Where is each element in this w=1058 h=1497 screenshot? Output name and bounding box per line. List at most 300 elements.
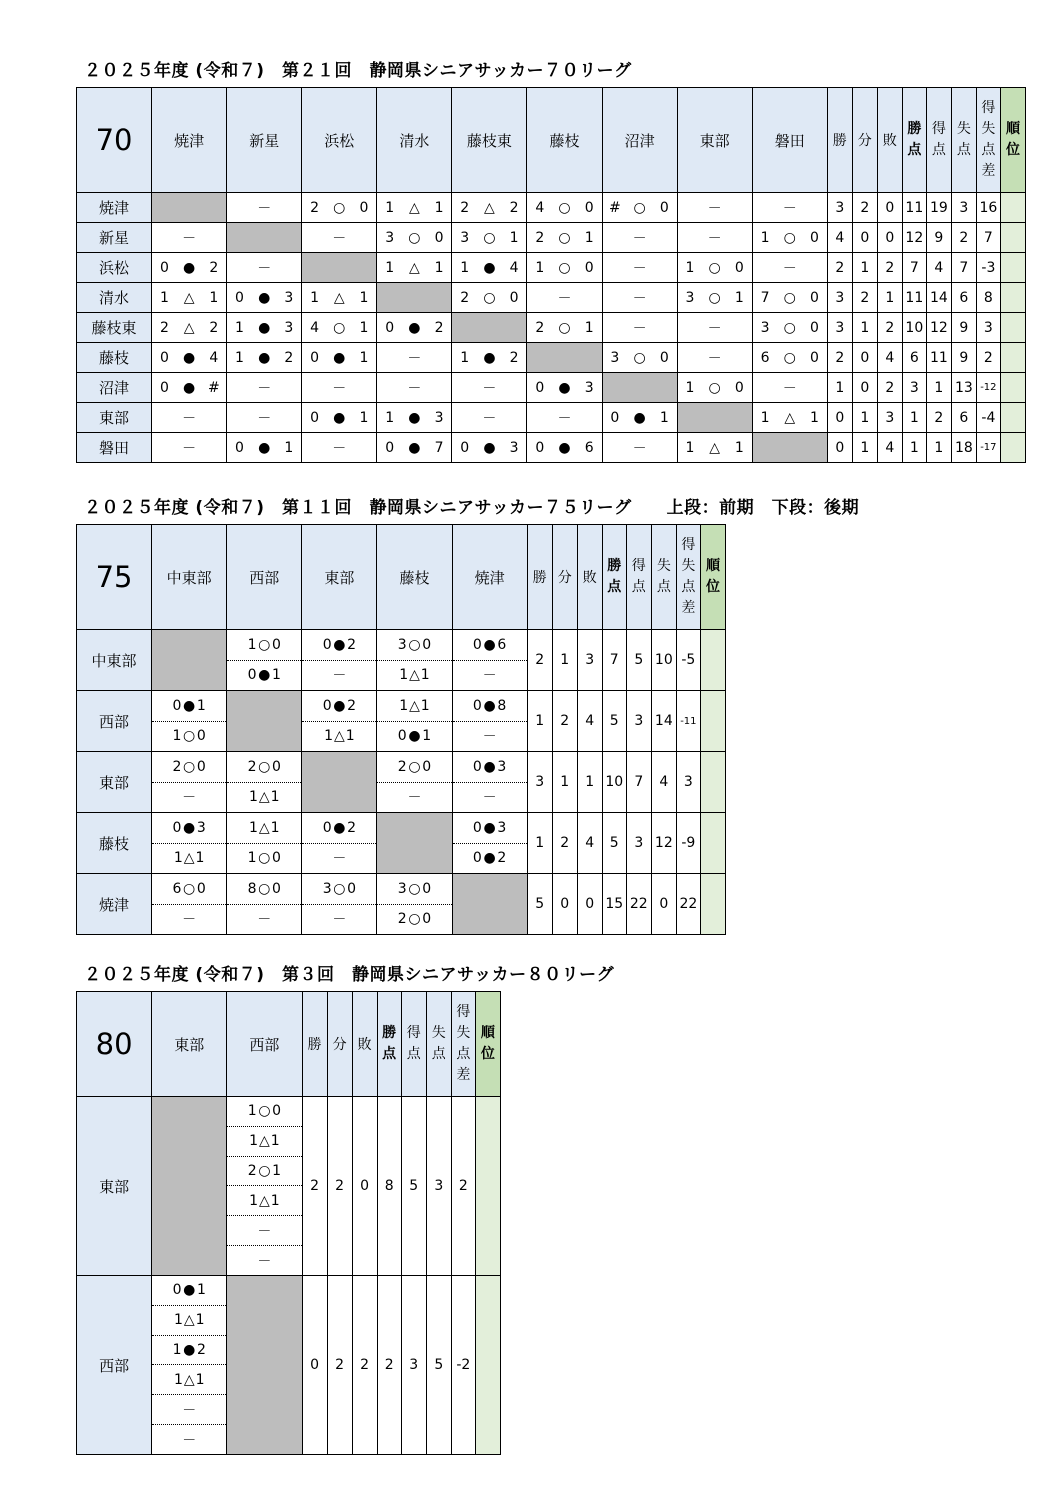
match-result-cell: 1 ○ 0 <box>527 253 602 283</box>
league80-table <box>76 991 501 1455</box>
match-result-cell: 0 ● 6 <box>527 433 602 463</box>
draws-value: 1 <box>852 433 877 463</box>
draws-value: 0 <box>552 874 577 935</box>
points-value: 12 <box>902 223 926 253</box>
goals-against-value: 3 <box>426 1097 451 1276</box>
match-result-cell: 0 ● 1 1 △ 1 1 ● 2 1 △ 1 － － <box>152 1276 227 1455</box>
column-team-header: 西部 <box>227 992 302 1097</box>
rank-header: 順 位 <box>700 525 725 630</box>
match-result-cell: # ○ 0 <box>602 193 677 223</box>
row-team-header: 東部 <box>77 1097 152 1276</box>
wins-value: 1 <box>527 813 552 874</box>
match-result-cell: － <box>452 373 527 403</box>
goals-for-value: 14 <box>926 283 951 313</box>
points-header: 勝 点 <box>602 525 626 630</box>
match-result-cell: 2 △ 2 <box>152 313 227 343</box>
match-result-cell <box>227 1276 302 1455</box>
match-result-cell: 3 ○ 1 <box>677 283 752 313</box>
match-result-cell: 0 ● 3 － <box>452 752 527 813</box>
match-result-cell: － <box>752 373 827 403</box>
wins-value: 2 <box>827 343 852 373</box>
column-team-header: 藤枝 <box>377 525 452 630</box>
goals-for-value: 3 <box>626 813 651 874</box>
goals-for-header: 得 点 <box>401 992 426 1097</box>
wins-value: 3 <box>827 313 852 343</box>
match-result-cell: 3 ○ 0 1 △ 1 <box>377 630 452 691</box>
wins-value: 3 <box>527 752 552 813</box>
row-team-header: 東部 <box>77 403 152 433</box>
goals-for-value: 11 <box>926 343 951 373</box>
match-result-cell: 0 ● 1 <box>302 403 377 433</box>
match-result-cell: 2 △ 2 <box>452 193 527 223</box>
points-value: 8 <box>377 1097 401 1276</box>
goals-for-header: 得 点 <box>626 525 651 630</box>
match-result-cell: 3 ○ 0 2 ○ 0 <box>377 874 452 935</box>
goals-for-header: 得 点 <box>926 88 951 193</box>
goals-against-header: 失 点 <box>951 88 976 193</box>
points-value: 1 <box>902 403 926 433</box>
row-team-header: 焼津 <box>77 874 152 935</box>
goals-against-value: 7 <box>951 253 976 283</box>
match-result-cell: 1 △ 1 1 ○ 0 <box>227 813 302 874</box>
goal-difference-value: 3 <box>976 313 1000 343</box>
goals-against-value: 6 <box>951 403 976 433</box>
row-team-header: 新星 <box>77 223 152 253</box>
match-result-cell: 1 ● 2 <box>227 343 302 373</box>
points-value: 6 <box>902 343 926 373</box>
match-result-cell: － <box>752 193 827 223</box>
draws-value: 1 <box>552 752 577 813</box>
rank-value <box>1000 433 1025 463</box>
match-result-cell: － <box>302 373 377 403</box>
goal-difference-value: -5 <box>676 630 700 691</box>
match-result-cell: 1 ○ 0 0 ● 1 <box>227 630 302 691</box>
losses-value: 4 <box>577 691 602 752</box>
wins-value: 2 <box>302 1097 327 1276</box>
table-row <box>77 253 1026 283</box>
column-team-header: 沼津 <box>602 88 677 193</box>
match-result-cell: － <box>602 253 677 283</box>
table-row <box>77 1276 501 1455</box>
losses-value: 0 <box>352 1097 377 1276</box>
column-team-header: 焼津 <box>452 525 527 630</box>
draws-value: 1 <box>852 253 877 283</box>
rank-value <box>700 630 725 691</box>
points-header: 勝 点 <box>377 992 401 1097</box>
row-team-header: 西部 <box>77 1276 152 1455</box>
match-result-cell <box>452 313 527 343</box>
points-value: 7 <box>902 253 926 283</box>
table-row <box>77 813 726 874</box>
match-result-cell: － <box>677 343 752 373</box>
rank-value <box>1000 283 1025 313</box>
goals-for-value: 2 <box>926 403 951 433</box>
match-result-cell: 0 ● 3 1 △ 1 <box>152 813 227 874</box>
row-team-header: 沼津 <box>77 373 152 403</box>
league75-table <box>76 524 726 935</box>
points-value: 15 <box>602 874 626 935</box>
goals-for-value: 3 <box>626 691 651 752</box>
draws-value: 1 <box>852 403 877 433</box>
goal-difference-value: -12 <box>976 373 1000 403</box>
league70-title: ２０２５年度 (令和７) 第２１回 静岡県シニアサッカー７０リーグ <box>84 61 632 81</box>
draws-value: 2 <box>852 193 877 223</box>
match-result-cell: 2 ○ 0 <box>452 283 527 313</box>
goal-difference-header: 得 失 点 差 <box>676 525 700 630</box>
match-result-cell: 0 ● 3 0 ● 2 <box>452 813 527 874</box>
match-result-cell <box>602 373 677 403</box>
rank-value <box>1000 223 1025 253</box>
goals-against-value: 2 <box>951 223 976 253</box>
wins-value: 3 <box>827 283 852 313</box>
match-result-cell: 1 △ 1 <box>677 433 752 463</box>
wins-value: 4 <box>827 223 852 253</box>
goal-difference-value: 8 <box>976 283 1000 313</box>
row-team-header: 東部 <box>77 752 152 813</box>
rank-header: 順 位 <box>1000 88 1025 193</box>
match-result-cell: 3 ○ 1 <box>452 223 527 253</box>
match-result-cell: 1 △ 1 <box>302 283 377 313</box>
league75-title: ２０２５年度 (令和７) 第１１回 静岡県シニアサッカー７５リーグ 上段：前期 下段：後期 <box>84 498 860 518</box>
goals-for-value: 22 <box>626 874 651 935</box>
draws-header: 分 <box>852 88 877 193</box>
match-result-cell <box>227 691 302 752</box>
goals-for-value: 1 <box>926 373 951 403</box>
league-label: 80 <box>77 992 152 1097</box>
match-result-cell: 2 ○ 0 1 △ 1 <box>227 752 302 813</box>
draws-value: 0 <box>852 223 877 253</box>
points-value: 11 <box>902 283 926 313</box>
match-result-cell: － <box>602 433 677 463</box>
match-result-cell: 2 ○ 1 <box>527 223 602 253</box>
column-team-header: 焼津 <box>152 88 227 193</box>
goal-difference-value: 22 <box>676 874 700 935</box>
wins-header: 勝 <box>827 88 852 193</box>
table-row <box>77 223 1026 253</box>
goals-for-value: 7 <box>626 752 651 813</box>
rank-header: 順 位 <box>475 992 500 1097</box>
match-result-cell: 0 ● 2 － <box>302 813 377 874</box>
match-result-cell: － <box>377 373 452 403</box>
goal-difference-value: 2 <box>976 343 1000 373</box>
goal-difference-value: -4 <box>976 403 1000 433</box>
match-result-cell <box>377 813 452 874</box>
goals-for-value: 9 <box>926 223 951 253</box>
row-team-header: 磐田 <box>77 433 152 463</box>
row-team-header: 藤枝東 <box>77 313 152 343</box>
goals-for-value: 5 <box>626 630 651 691</box>
table-row <box>77 1097 501 1276</box>
match-result-cell <box>752 433 827 463</box>
wins-value: 0 <box>827 433 852 463</box>
match-result-cell: 1 ● 2 <box>452 343 527 373</box>
losses-value: 1 <box>577 752 602 813</box>
goal-difference-value: -11 <box>676 691 700 752</box>
points-value: 5 <box>602 691 626 752</box>
match-result-cell <box>152 630 227 691</box>
losses-value: 0 <box>577 874 602 935</box>
table-row <box>77 313 1026 343</box>
match-result-cell <box>527 343 602 373</box>
match-result-cell: － <box>752 253 827 283</box>
match-result-cell: 0 ● 2 <box>377 313 452 343</box>
goals-against-value: 10 <box>651 630 676 691</box>
match-result-cell: － <box>377 343 452 373</box>
match-result-cell <box>152 193 227 223</box>
table-row <box>77 403 1026 433</box>
match-result-cell: 0 ● 3 <box>227 283 302 313</box>
match-result-cell <box>152 1097 227 1276</box>
match-result-cell: － <box>452 403 527 433</box>
draws-value: 2 <box>327 1097 352 1276</box>
losses-header: 敗 <box>877 88 902 193</box>
points-value: 3 <box>902 373 926 403</box>
match-result-cell: 2 ○ 1 <box>527 313 602 343</box>
match-result-cell <box>677 403 752 433</box>
match-result-cell: 2 ○ 0 － <box>152 752 227 813</box>
match-result-cell: － <box>152 403 227 433</box>
wins-value: 5 <box>527 874 552 935</box>
column-team-header: 東部 <box>302 525 377 630</box>
column-team-header: 中東部 <box>152 525 227 630</box>
match-result-cell: 1 △ 1 <box>152 283 227 313</box>
match-result-cell: 0 ● 2 1 △ 1 <box>302 691 377 752</box>
match-result-cell: － <box>302 433 377 463</box>
draws-value: 2 <box>552 691 577 752</box>
losses-header: 敗 <box>352 992 377 1097</box>
match-result-cell: 6 ○ 0 － <box>152 874 227 935</box>
league-label: 75 <box>77 525 152 630</box>
rank-value <box>1000 403 1025 433</box>
goal-difference-value: 2 <box>451 1097 475 1276</box>
table-row <box>77 874 726 935</box>
rank-value <box>700 752 725 813</box>
draws-value: 0 <box>852 373 877 403</box>
row-team-header: 清水 <box>77 283 152 313</box>
match-result-cell: － <box>227 253 302 283</box>
match-result-cell: － <box>227 193 302 223</box>
rank-value <box>700 691 725 752</box>
goals-against-header: 失 点 <box>651 525 676 630</box>
draws-value: 2 <box>852 283 877 313</box>
goals-against-value: 9 <box>951 313 976 343</box>
goals-for-value: 3 <box>401 1276 426 1455</box>
match-result-cell: 0 ● 1 <box>227 433 302 463</box>
goals-against-header: 失 点 <box>426 992 451 1097</box>
match-result-cell: 0 ● 6 － <box>452 630 527 691</box>
wins-value: 1 <box>827 373 852 403</box>
match-result-cell: 0 ● 1 <box>602 403 677 433</box>
rank-value <box>700 874 725 935</box>
goals-against-value: 18 <box>951 433 976 463</box>
rank-value <box>700 813 725 874</box>
rank-value <box>1000 313 1025 343</box>
rank-value <box>1000 373 1025 403</box>
match-result-cell: － <box>227 403 302 433</box>
match-result-cell: － <box>527 283 602 313</box>
match-result-cell: 1 ○ 0 <box>677 253 752 283</box>
match-result-cell: 0 ● 3 <box>452 433 527 463</box>
goal-difference-value: 7 <box>976 223 1000 253</box>
goals-for-value: 4 <box>926 253 951 283</box>
match-result-cell <box>302 752 377 813</box>
goal-difference-header: 得 失 点 差 <box>976 88 1000 193</box>
match-result-cell: － <box>152 223 227 253</box>
wins-value: 1 <box>527 691 552 752</box>
rank-value <box>475 1276 500 1455</box>
goals-against-value: 14 <box>651 691 676 752</box>
match-result-cell: 2 ○ 0 － <box>377 752 452 813</box>
match-result-cell <box>452 874 527 935</box>
losses-header: 敗 <box>577 525 602 630</box>
table-row <box>77 373 1026 403</box>
wins-value: 2 <box>527 630 552 691</box>
goals-against-value: 5 <box>426 1276 451 1455</box>
draws-value: 1 <box>852 313 877 343</box>
goals-against-value: 13 <box>951 373 976 403</box>
match-result-cell: 3 ○ 0 <box>602 343 677 373</box>
goals-for-value: 12 <box>926 313 951 343</box>
row-team-header: 焼津 <box>77 193 152 223</box>
match-result-cell: － <box>602 223 677 253</box>
match-result-cell: 8 ○ 0 － <box>227 874 302 935</box>
wins-value: 0 <box>827 403 852 433</box>
match-result-cell: 0 ● 1 1 ○ 0 <box>152 691 227 752</box>
row-team-header: 中東部 <box>77 630 152 691</box>
match-result-cell: 1 △ 1 <box>377 193 452 223</box>
match-result-cell: － <box>677 193 752 223</box>
match-result-cell: 1 ● 3 <box>377 403 452 433</box>
match-result-cell: － <box>677 313 752 343</box>
match-result-cell: 1 ○ 0 1 △ 1 2 ○ 1 1 △ 1 － － <box>227 1097 302 1276</box>
wins-value: 2 <box>827 253 852 283</box>
match-result-cell: 3 ○ 0 <box>377 223 452 253</box>
match-result-cell: 1 ○ 0 <box>677 373 752 403</box>
points-value: 7 <box>602 630 626 691</box>
table-row <box>77 193 1026 223</box>
losses-value: 0 <box>877 193 902 223</box>
rank-value <box>1000 253 1025 283</box>
losses-value: 4 <box>877 433 902 463</box>
match-result-cell: 0 ● 1 <box>302 343 377 373</box>
goals-for-value: 1 <box>926 433 951 463</box>
losses-value: 3 <box>877 403 902 433</box>
match-result-cell: － <box>602 283 677 313</box>
row-team-header: 藤枝 <box>77 813 152 874</box>
match-result-cell: 4 ○ 0 <box>527 193 602 223</box>
wins-value: 0 <box>302 1276 327 1455</box>
league80-title: ２０２５年度 (令和７) 第３回 静岡県シニアサッカー８０リーグ <box>84 965 615 985</box>
match-result-cell: － <box>677 223 752 253</box>
match-result-cell: 1 △ 1 <box>377 253 452 283</box>
goal-difference-value: 16 <box>976 193 1000 223</box>
column-team-header: 新星 <box>227 88 302 193</box>
draws-header: 分 <box>327 992 352 1097</box>
losses-value: 1 <box>877 283 902 313</box>
goals-against-value: 6 <box>951 283 976 313</box>
column-team-header: 浜松 <box>302 88 377 193</box>
points-value: 1 <box>902 433 926 463</box>
table-row <box>77 630 726 691</box>
table-row <box>77 433 1026 463</box>
match-result-cell: 1 △ 1 <box>752 403 827 433</box>
table-row <box>77 283 1026 313</box>
points-value: 11 <box>902 193 926 223</box>
match-result-cell <box>377 283 452 313</box>
wins-value: 3 <box>827 193 852 223</box>
points-value: 2 <box>377 1276 401 1455</box>
match-result-cell: 0 ● # <box>152 373 227 403</box>
match-result-cell: － <box>602 313 677 343</box>
losses-value: 0 <box>877 223 902 253</box>
goals-against-value: 9 <box>951 343 976 373</box>
match-result-cell: 1 ● 4 <box>452 253 527 283</box>
goal-difference-header: 得 失 点 差 <box>451 992 475 1097</box>
points-value: 5 <box>602 813 626 874</box>
match-result-cell: 1 ● 3 <box>227 313 302 343</box>
draws-header: 分 <box>552 525 577 630</box>
column-team-header: 東部 <box>152 992 227 1097</box>
match-result-cell: － <box>302 223 377 253</box>
table-row <box>77 691 726 752</box>
match-result-cell: － <box>227 373 302 403</box>
match-result-cell: 0 ● 3 <box>527 373 602 403</box>
goals-for-value: 5 <box>401 1097 426 1276</box>
goals-against-value: 12 <box>651 813 676 874</box>
losses-value: 2 <box>877 313 902 343</box>
goals-against-value: 3 <box>951 193 976 223</box>
column-team-header: 藤枝東 <box>452 88 527 193</box>
goals-for-value: 19 <box>926 193 951 223</box>
goals-against-value: 0 <box>651 874 676 935</box>
losses-value: 2 <box>877 253 902 283</box>
league70-table <box>76 87 1026 463</box>
match-result-cell: 2 ○ 0 <box>302 193 377 223</box>
match-result-cell: 3 ○ 0 － <box>302 874 377 935</box>
losses-value: 2 <box>877 373 902 403</box>
league-label: 70 <box>77 88 152 193</box>
match-result-cell: 0 ● 4 <box>152 343 227 373</box>
match-result-cell: － <box>152 433 227 463</box>
match-result-cell: 1 ○ 0 <box>752 223 827 253</box>
match-result-cell: 6 ○ 0 <box>752 343 827 373</box>
goals-against-value: 4 <box>651 752 676 813</box>
match-result-cell <box>302 253 377 283</box>
goal-difference-value: -3 <box>976 253 1000 283</box>
column-team-header: 藤枝 <box>527 88 602 193</box>
column-team-header: 磐田 <box>752 88 827 193</box>
points-header: 勝 点 <box>902 88 926 193</box>
rank-value <box>1000 193 1025 223</box>
losses-value: 3 <box>577 630 602 691</box>
column-team-header: 東部 <box>677 88 752 193</box>
match-result-cell: 3 ○ 0 <box>752 313 827 343</box>
goal-difference-value: -9 <box>676 813 700 874</box>
match-result-cell: 0 ● 2 <box>152 253 227 283</box>
row-team-header: 浜松 <box>77 253 152 283</box>
rank-value <box>475 1097 500 1276</box>
row-team-header: 藤枝 <box>77 343 152 373</box>
match-result-cell: 7 ○ 0 <box>752 283 827 313</box>
table-row <box>77 343 1026 373</box>
wins-header: 勝 <box>302 992 327 1097</box>
match-result-cell: 0 ● 7 <box>377 433 452 463</box>
wins-header: 勝 <box>527 525 552 630</box>
points-value: 10 <box>902 313 926 343</box>
goal-difference-value: -17 <box>976 433 1000 463</box>
match-result-cell: 0 ● 2 － <box>302 630 377 691</box>
row-team-header: 西部 <box>77 691 152 752</box>
